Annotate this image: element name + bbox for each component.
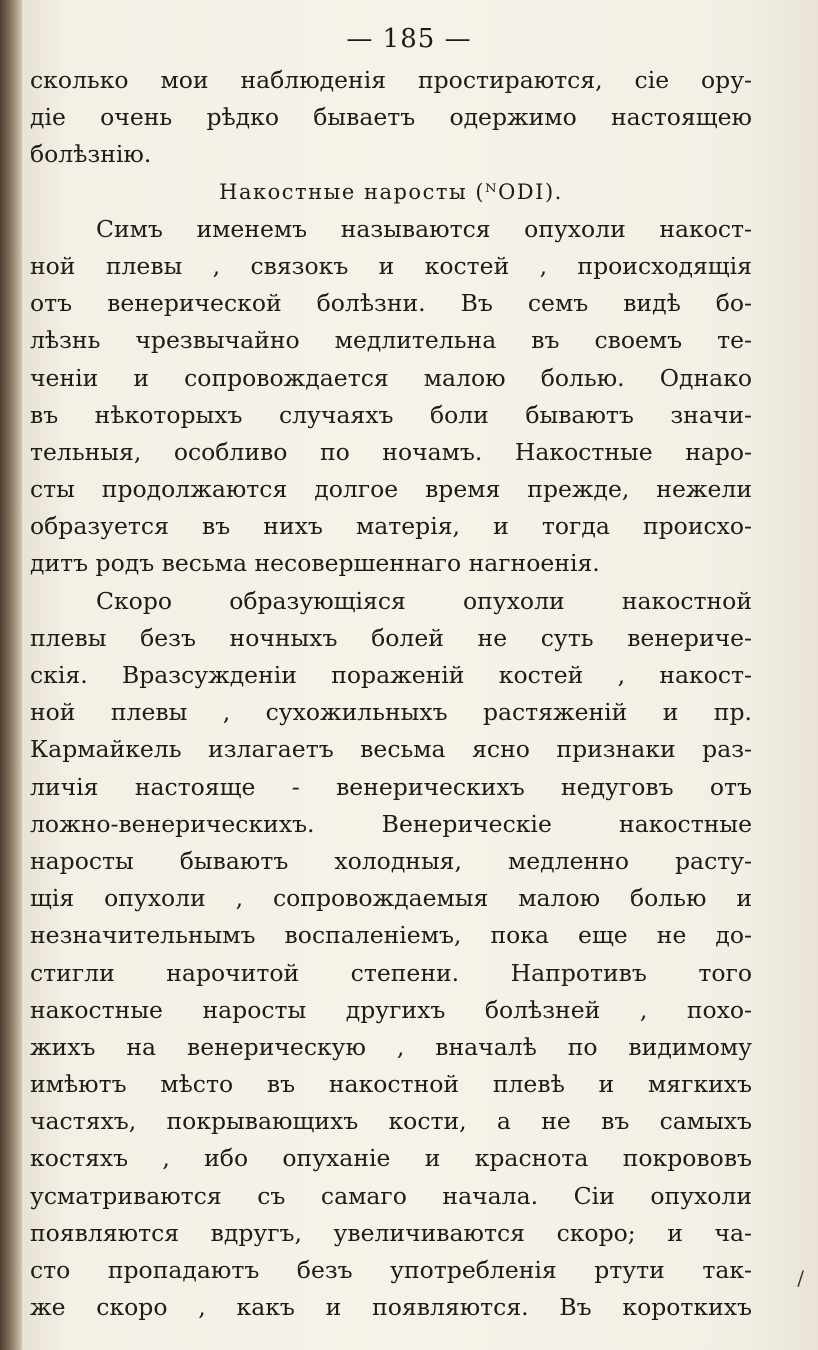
text-line: діе очень рѣдко бываетъ одержимо настоящею xyxy=(30,103,752,132)
text-line: ченіи и сопровождается малою болью. Однако xyxy=(30,363,752,392)
text-line: щія опухоли , сопровождаемыя малою болью и xyxy=(30,884,752,913)
text-line: личія настояще - венерическихъ недуговъ отъ xyxy=(30,772,752,801)
text-line: лѣзнь чрезвычайно медлительна въ своемъ те- xyxy=(30,326,752,355)
text-line: скія. Вразсужденіи пораженій костей , накост- xyxy=(30,661,752,689)
text-line: сты продолжаются долгое время прежде, нежели xyxy=(30,475,752,504)
text-line: тельныя, особливо по ночамъ. Накостные наро- xyxy=(30,437,752,466)
page-body-text xyxy=(30,62,752,1326)
text-line: ной плевы , сухожильныхъ растяженій и пр. xyxy=(30,698,752,727)
text-line: Кармайкель излагаетъ весьма ясно признаки раз- xyxy=(30,735,752,764)
text-line: накостные наросты другихъ болѣзней , похо- xyxy=(30,995,752,1024)
text-line: въ нѣкоторыхъ случаяхъ боли бываютъ значи- xyxy=(30,400,752,429)
text-line: стигли нарочитой степени. Напротивъ того xyxy=(30,958,752,987)
text-line: сто пропадаютъ безъ употребленія ртути так- xyxy=(30,1256,752,1284)
text-line: незначительнымъ воспаленіемъ, пока еще не до- xyxy=(30,921,752,950)
section-heading: Накостные наросты (ᴺODI). xyxy=(219,179,563,204)
text-line: ложно-венерическихъ. Венерическіе накостные xyxy=(30,809,752,838)
text-line: имѣютъ мѣсто въ накостной плевѣ и мягкихъ xyxy=(30,1070,752,1099)
text-line: же скоро , какъ и появляются. Въ короткихъ xyxy=(30,1293,752,1322)
text-line: плевы безъ ночныхъ болей не суть венериче- xyxy=(30,623,752,652)
margin-mark: / xyxy=(797,1266,804,1290)
text-line: костяхъ , ибо опуханіе и краснота покрововъ xyxy=(30,1144,752,1173)
text-line: жихъ на венерическую , вначалѣ по видимому xyxy=(30,1032,752,1061)
book-gutter xyxy=(0,0,22,1350)
page-number-header: — 185 — xyxy=(346,24,472,54)
text-line: Симъ именемъ называются опухоли накост- xyxy=(96,214,752,243)
text-line: Скоро образующіяся опухоли накостной xyxy=(96,586,752,615)
text-line: болѣзнію. xyxy=(30,140,152,169)
text-line: ной плевы , связокъ и костей , происходящія xyxy=(30,251,752,280)
text-line: сколько мои наблюденія простираются, сіе ору- xyxy=(30,66,752,94)
text-line: появляются вдругъ, увеличиваются скоро; и ча- xyxy=(30,1218,752,1247)
text-line: усматриваются съ самаго начала. Сіи опухоли xyxy=(30,1181,752,1210)
text-line: частяхъ, покрывающихъ кости, а не въ самыхъ xyxy=(30,1107,752,1136)
text-line: отъ венерической болѣзни. Въ семъ видѣ бо- xyxy=(30,289,752,318)
text-line: образуется въ нихъ матерія, и тогда происхо- xyxy=(30,512,752,541)
text-line: дитъ родъ весьма несовершеннаго нагноенія. xyxy=(30,549,600,578)
text-line: наросты бываютъ холодныя, медленно расту- xyxy=(30,846,752,875)
